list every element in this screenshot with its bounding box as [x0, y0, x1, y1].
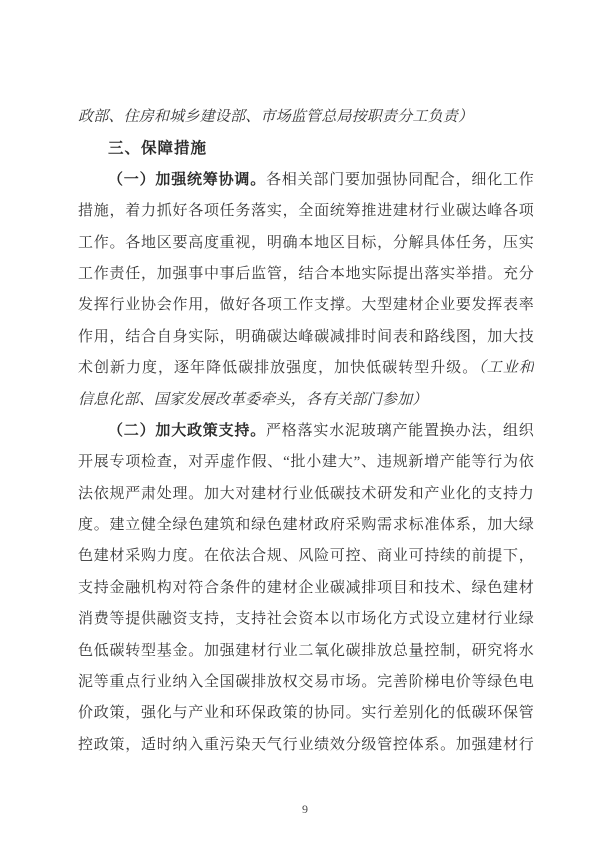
kai-text: 信息化部、国家发展改革委牵头，各有关部门参加） — [78, 391, 428, 408]
paragraph-lead: （二）加大政策支持。 — [108, 422, 266, 439]
text-line — [78, 541, 534, 572]
body-text: 泥等重点行业纳入全国碳排放权交易市场。完善阶梯电价等绿色电 — [78, 674, 534, 691]
body-text: 措施，着力抓好各项任务落实，全面统筹推进建材行业碳达峰各项 — [78, 203, 534, 220]
text-line — [78, 228, 534, 259]
text-line — [78, 667, 534, 698]
text-line — [78, 698, 534, 729]
text-line — [78, 510, 534, 541]
body-text: 各相关部门要加强协同配合，细化工作 — [266, 171, 534, 188]
text-line — [78, 479, 534, 510]
text-line — [78, 447, 534, 478]
text-line — [78, 102, 534, 133]
text-line — [78, 416, 534, 447]
text-line — [78, 290, 534, 321]
body-text: 严格落实水泥玻璃产能置换办法，组织 — [266, 422, 534, 439]
text-line — [78, 730, 534, 761]
body-text: 度。建立健全绿色建筑和绿色建材政府采购需求标准体系，加大绿 — [78, 517, 534, 534]
body-text: 色低碳转型基金。加强建材行业二氧化碳排放总量控制，研究将水 — [78, 642, 534, 659]
text-line — [78, 385, 534, 416]
document-body — [78, 102, 534, 761]
body-text: 色建材采购力度。在依法合规、风险可控、商业可持续的前提下， — [78, 548, 534, 565]
body-text: 作用，结合自身实际，明确碳达峰碳减排时间表和路线图，加大技 — [78, 328, 534, 345]
body-text: 消费等提供融资支持，支持社会资本以市场化方式设立建材行业绿 — [78, 611, 534, 628]
body-text: 法依规严肃处理。加大对建材行业低碳技术研发和产业化的支持力 — [78, 485, 534, 502]
kai-text: 政部、住房和城乡建设部、市场监管总局按职责分工负责） — [78, 109, 474, 125]
body-text: 术创新力度，逐年降低碳排放强度，加快低碳转型升级。 — [78, 360, 479, 377]
body-text: 价政策，强化与产业和环保政策的协同。实行差别化的低碳环保管 — [78, 705, 534, 722]
body-text: 工作责任，加强事中事后监管，结合本地实际提出落实举措。充分 — [78, 265, 534, 282]
page-number: 9 — [302, 802, 308, 816]
text-line — [78, 573, 534, 604]
kai-text: （工业和 — [478, 360, 534, 377]
body-text: 开展专项检查，对弄虚作假、“批小建大”、违规新增产能等行为依 — [78, 454, 534, 471]
text-line — [78, 353, 534, 384]
text-line — [78, 604, 534, 635]
text-line — [78, 259, 534, 290]
body-text: 支持金融机构对符合条件的建材企业碳减排项目和技术、绿色建材 — [78, 579, 534, 596]
text-line — [78, 165, 534, 196]
text-line — [78, 196, 534, 227]
body-text: 工作。各地区要高度重视，明确本地区目标，分解具体任务，压实 — [78, 234, 534, 251]
text-line — [78, 133, 534, 164]
body-text: 控政策，适时纳入重污染天气行业绩效分级管控体系。加强建材行 — [78, 736, 534, 753]
text-line — [78, 322, 534, 353]
text-line — [78, 636, 534, 667]
section-heading: 三、保障措施 — [108, 140, 208, 158]
body-text: 发挥行业协会作用，做好各项工作支撑。大型建材企业要发挥表率 — [78, 297, 534, 314]
paragraph-lead: （一）加强统筹协调。 — [108, 171, 266, 188]
